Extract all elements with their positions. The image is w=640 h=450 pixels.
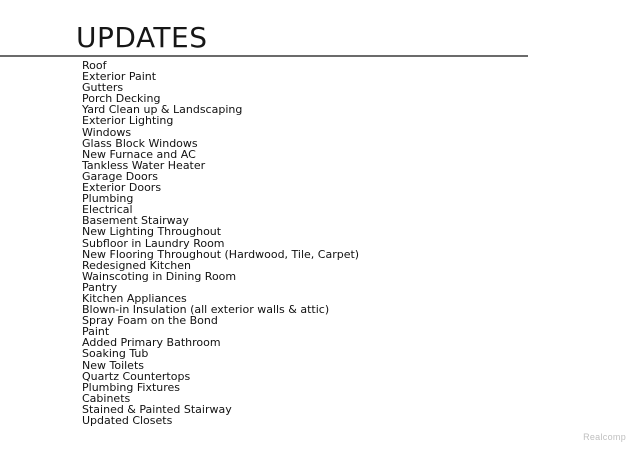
update-item: Pantry	[82, 280, 118, 294]
update-item: New Toilets	[82, 358, 144, 372]
update-item: Added Primary Bathroom	[82, 336, 221, 350]
update-item: Soaking Tub	[82, 347, 149, 361]
update-item: Exterior Lighting	[82, 114, 174, 128]
update-item: Exterior Doors	[82, 181, 162, 195]
update-item: Yard Clean up & Landscaping	[82, 103, 243, 117]
update-item: Paint	[82, 325, 110, 339]
heading-divider	[0, 55, 528, 57]
update-item: New Flooring Throughout (Hardwood, Tile, Carpet)	[82, 247, 360, 261]
update-item: Quartz Countertops	[82, 369, 191, 383]
update-item: Plumbing Fixtures	[82, 380, 181, 394]
update-item: Redesigned Kitchen	[82, 258, 191, 272]
update-item: Exterior Paint	[82, 70, 157, 84]
update-item: Plumbing	[82, 192, 134, 206]
update-item: Wainscoting in Dining Room	[82, 269, 237, 283]
update-item: Kitchen Appliances	[82, 291, 187, 305]
update-item: Gutters	[82, 81, 124, 95]
update-item: Blown-in Insulation (all exterior walls & attic)	[82, 303, 330, 317]
update-item: Basement Stairway	[82, 214, 189, 228]
update-item: Stained & Painted Stairway	[82, 402, 232, 416]
update-item: Porch Decking	[82, 92, 161, 106]
update-item: Glass Block Windows	[82, 136, 198, 150]
update-item: New Lighting Throughout	[82, 225, 222, 239]
realcomp-watermark: Realcomp	[583, 432, 626, 442]
update-item: Updated Closets	[82, 414, 173, 427]
update-item: Windows	[82, 125, 132, 139]
update-item: Spray Foam on the Bond	[82, 314, 218, 328]
update-item: Tankless Water Heater	[82, 158, 206, 172]
update-item: New Furnace and AC	[82, 147, 196, 161]
updates-list	[82, 60, 359, 426]
update-item: Subfloor in Laundry Room	[82, 236, 225, 250]
page-title: UPDATES	[76, 21, 208, 54]
update-item: Roof	[82, 59, 107, 72]
update-item: Cabinets	[82, 391, 131, 405]
update-item: Garage Doors	[82, 169, 158, 183]
update-item: Electrical	[82, 203, 133, 217]
